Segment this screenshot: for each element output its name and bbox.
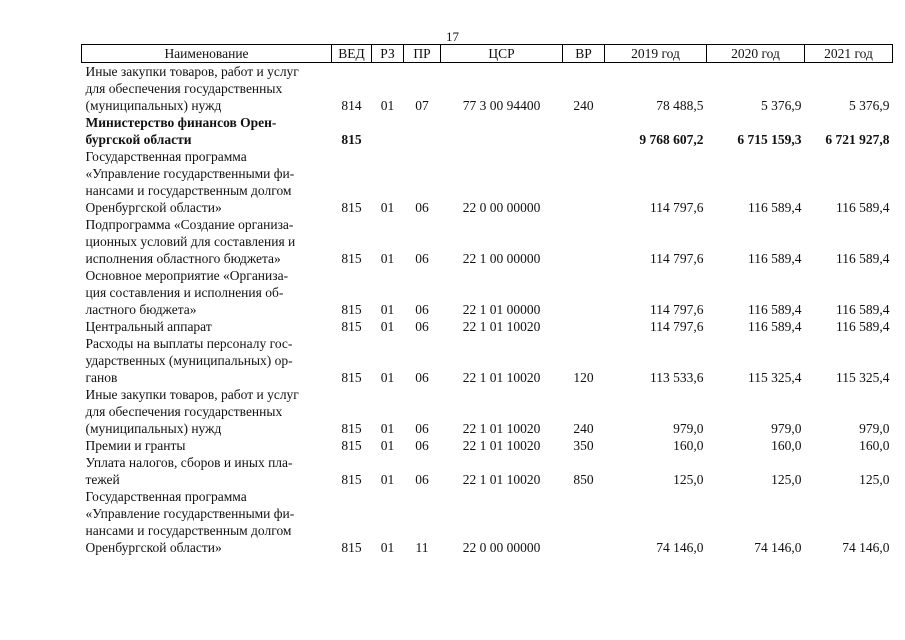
cell-ved: 815: [341, 200, 362, 215]
cell-y2021: 116 589,4: [836, 319, 890, 334]
cell-rz: 01: [380, 421, 395, 436]
cell-y2021: 115 325,4: [836, 370, 890, 385]
row-name-line: для обеспечения государственных: [85, 404, 283, 419]
row-name-line: Иные закупки товаров, работ и услуг: [85, 387, 299, 402]
cell-y2020: 979,0: [771, 421, 802, 436]
cell-vr: [563, 267, 605, 318]
row-name: [82, 437, 332, 454]
row-name: [82, 488, 332, 556]
cell-ved: 815: [341, 540, 362, 555]
row-name-line: бургской области: [85, 132, 192, 147]
cell-y2020: 5 376,9: [761, 98, 802, 113]
cell-vr: 850: [573, 472, 594, 487]
header-ved: ВЕД: [332, 45, 372, 63]
cell-y2021: 74 146,0: [842, 540, 890, 555]
cell-pr: [404, 114, 441, 148]
row-name-line: ластного бюджета»: [85, 302, 197, 317]
cell-pr: 06: [415, 438, 429, 453]
cell-vr: 120: [573, 370, 594, 385]
cell-vr: 240: [573, 421, 594, 436]
header-vr: ВР: [563, 45, 605, 63]
cell-rz: 01: [380, 540, 395, 555]
table-row: [82, 437, 893, 454]
cell-y2021: 5 376,9: [849, 98, 890, 113]
cell-csr: 22 0 00 00000: [462, 200, 541, 215]
cell-pr: 06: [415, 370, 429, 385]
cell-csr: 22 1 01 10020: [462, 438, 541, 453]
cell-csr: 22 0 00 00000: [462, 540, 541, 555]
table-row: [82, 114, 893, 148]
cell-rz: [372, 114, 404, 148]
cell-ved: 815: [341, 319, 362, 334]
cell-pr: 06: [415, 200, 429, 215]
cell-ved: 815: [341, 421, 362, 436]
cell-y2021: 116 589,4: [836, 200, 890, 215]
row-name-line: Центральный аппарат: [85, 319, 212, 334]
cell-y2019: 114 797,6: [650, 319, 704, 334]
cell-pr: 11: [415, 540, 429, 555]
cell-vr: [563, 488, 605, 556]
cell-y2019: 114 797,6: [650, 200, 704, 215]
table-row: [82, 386, 893, 437]
cell-vr: [563, 318, 605, 335]
cell-rz: 01: [380, 200, 395, 215]
row-name-line: (муниципальных) нужд: [85, 98, 222, 113]
row-name-line: «Управление государственными фи-: [85, 166, 295, 181]
row-name-line: Оренбургской области»: [85, 540, 222, 555]
cell-y2019: 9 768 607,2: [639, 132, 704, 147]
cell-csr: 22 1 01 10020: [462, 370, 541, 385]
cell-pr: 06: [415, 302, 429, 317]
row-name-line: Премии и гранты: [85, 438, 186, 453]
header-csr: ЦСР: [441, 45, 563, 63]
cell-y2020: 125,0: [771, 472, 802, 487]
row-name-line: нансами и государственным долгом: [85, 523, 292, 538]
row-name-line: исполнения областного бюджета»: [85, 251, 281, 266]
header-name: Наименование: [82, 45, 332, 63]
cell-y2019: 74 146,0: [656, 540, 704, 555]
budget-table: [81, 44, 893, 556]
row-name: [82, 267, 332, 318]
cell-y2021: 116 589,4: [836, 302, 890, 317]
table-row: [82, 267, 893, 318]
cell-rz: 01: [380, 319, 395, 334]
cell-csr: 22 1 01 10020: [462, 319, 541, 334]
header-2020: 2020 год: [707, 45, 805, 63]
row-name-line: Подпрограмма «Создание организа-: [85, 217, 294, 232]
cell-vr: [563, 148, 605, 216]
header-2021: 2021 год: [805, 45, 893, 63]
row-name-line: Иные закупки товаров, работ и услуг: [85, 64, 299, 79]
cell-y2019: 114 797,6: [650, 251, 704, 266]
cell-ved: 815: [341, 251, 362, 266]
table-row: [82, 454, 893, 488]
row-name-line: Государственная программа: [85, 489, 247, 504]
table-row: [82, 488, 893, 556]
header-rz: РЗ: [372, 45, 404, 63]
row-name-line: нансами и государственным долгом: [85, 183, 292, 198]
table-body: [82, 63, 893, 557]
cell-y2019: 125,0: [673, 472, 704, 487]
cell-vr: [563, 114, 605, 148]
row-name-line: Государственная программа: [85, 149, 247, 164]
table-row: [82, 63, 893, 115]
row-name-line: для обеспечения государственных: [85, 81, 283, 96]
cell-ved: 815: [341, 370, 362, 385]
cell-vr: [563, 216, 605, 267]
cell-y2019: 113 533,6: [650, 370, 704, 385]
cell-csr: 22 1 01 10020: [462, 421, 541, 436]
table-header-row: [82, 45, 893, 63]
cell-y2019: 979,0: [673, 421, 704, 436]
row-name: [82, 335, 332, 386]
row-name-line: (муниципальных) нужд: [85, 421, 222, 436]
cell-csr: 77 3 00 94400: [462, 98, 541, 113]
row-name: [82, 114, 332, 148]
cell-y2020: 74 146,0: [754, 540, 802, 555]
table-row: [82, 216, 893, 267]
cell-rz: 01: [380, 251, 395, 266]
cell-y2020: 115 325,4: [748, 370, 802, 385]
cell-pr: 06: [415, 472, 429, 487]
cell-y2020: 160,0: [771, 438, 802, 453]
row-name: [82, 318, 332, 335]
row-name-line: ударственных (муниципальных) ор-: [85, 353, 293, 368]
cell-rz: 01: [380, 370, 395, 385]
row-name-line: Министерство финансов Орен-: [85, 115, 277, 130]
cell-ved: 815: [341, 302, 362, 317]
cell-y2019: 114 797,6: [650, 302, 704, 317]
cell-rz: 01: [380, 472, 395, 487]
cell-csr: 22 1 01 10020: [462, 472, 541, 487]
row-name: [82, 63, 332, 115]
table-row: [82, 318, 893, 335]
cell-y2020: 116 589,4: [748, 251, 802, 266]
cell-vr: 350: [573, 438, 594, 453]
cell-y2019: 160,0: [673, 438, 704, 453]
page-number: 17: [446, 29, 459, 44]
row-name-line: Расходы на выплаты персоналу гос-: [85, 336, 293, 351]
cell-ved: 815: [341, 132, 362, 147]
row-name-line: Уплата налогов, сборов и иных пла-: [85, 455, 293, 470]
cell-csr: [441, 114, 563, 148]
cell-y2021: 979,0: [859, 421, 890, 436]
cell-csr: 22 1 01 00000: [462, 302, 541, 317]
cell-y2021: 116 589,4: [836, 251, 890, 266]
row-name-line: ганов: [85, 370, 118, 385]
cell-rz: 01: [380, 438, 395, 453]
cell-pr: 06: [415, 421, 429, 436]
row-name-line: Основное мероприятие «Организа-: [85, 268, 289, 283]
cell-y2020: 116 589,4: [748, 200, 802, 215]
row-name: [82, 148, 332, 216]
cell-ved: 815: [341, 472, 362, 487]
row-name: [82, 216, 332, 267]
header-2019: 2019 год: [605, 45, 707, 63]
cell-y2020: 116 589,4: [748, 319, 802, 334]
cell-y2021: 6 721 927,8: [825, 132, 890, 147]
cell-rz: 01: [380, 98, 395, 113]
cell-csr: 22 1 00 00000: [462, 251, 541, 266]
header-pr: ПР: [404, 45, 441, 63]
row-name: [82, 454, 332, 488]
cell-y2020: 116 589,4: [748, 302, 802, 317]
row-name-line: тежей: [85, 472, 120, 487]
cell-ved: 815: [341, 438, 362, 453]
cell-ved: 814: [341, 98, 362, 113]
row-name-line: «Управление государственными фи-: [85, 506, 295, 521]
row-name-line: Оренбургской области»: [85, 200, 222, 215]
cell-y2021: 125,0: [859, 472, 890, 487]
cell-pr: 06: [415, 251, 429, 266]
cell-vr: 240: [573, 98, 594, 113]
cell-y2020: 6 715 159,3: [737, 132, 802, 147]
table-row: [82, 335, 893, 386]
row-name-line: ционных условий для составления и: [85, 234, 296, 249]
cell-rz: 01: [380, 302, 395, 317]
cell-pr: 06: [415, 319, 429, 334]
cell-pr: 07: [415, 98, 429, 113]
cell-y2019: 78 488,5: [656, 98, 704, 113]
row-name-line: ция составления и исполнения об-: [85, 285, 284, 300]
cell-y2021: 160,0: [859, 438, 890, 453]
row-name: [82, 386, 332, 437]
table-row: [82, 148, 893, 216]
